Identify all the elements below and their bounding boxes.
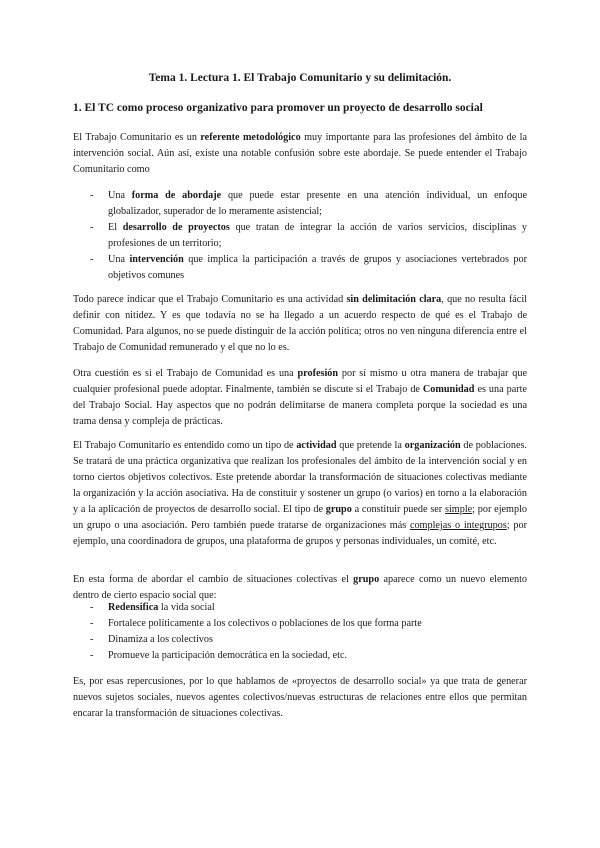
section-heading: 1. El TC como proceso organizativo para promover un proyecto de desarrollo social: [73, 102, 483, 114]
paragraph-1: El Trabajo Comunitario es un referente metodológico muy importante para las profesiones del ámbito de la intervención social. Aún así, existe una notable confusión sobre este abordaje. Se puede entender el Trabajo Comunitario como: [73, 132, 527, 175]
paragraph-3: Otra cuestión es si el Trabajo de Comunidad es una profesión por sí mismo u otra manera de trabajar que cualquier profesional puede adoptar. Finalmente, también se discute si el Trabajo de Comunidad es una parte del Trabajo Social. Hay aspectos que no podrán delimitarse de manera completa porque la sociedad es una trama densa y compleja de prácticas.: [73, 368, 527, 427]
list-item: - Redensifica la vida social: [90, 602, 215, 613]
group-effects-list: [73, 600, 527, 664]
list-item: - Dinamiza a los colectivos: [90, 634, 213, 645]
paragraph-5: En esta forma de abordar el cambio de situaciones colectivas el grupo aparece como un nuevo elemento dentro de cierto espacio social que:: [73, 574, 527, 601]
list-item: - Una intervención que implica la participación a través de grupos y asociaciones vertebrados por objetivos comunes: [90, 254, 527, 281]
paragraph-6: Es, por esas repercusiones, por lo que hablamos de «proyectos de desarrollo social» ya que trata de generar nuevos sujetos sociales, nuevos agentes colectivos/nuevas estructuras de relaciones entre ellos que permitan encarar la transformación de situaciones colectivas.: [73, 676, 527, 719]
document-title: Tema 1. Lectura 1. El Trabajo Comunitario y su delimitación.: [148, 72, 452, 84]
paragraph-2: Todo parece indicar que el Trabajo Comunitario es una actividad sin delimitación clara, que no resulta fácil definir con nitidez. Y es que todavía no se ha llegado a un acuerdo respecto de qué es el Trabajo de Comunidad. Para algunos, no se puede distinguir de la acción política; otros no ven ninguna diferencia entre el Trabajo de Comunidad remunerado y el que no lo es.: [73, 294, 527, 353]
list-item: - Fortalece políticamente a los colectivos o poblaciones de los que forma parte: [90, 618, 422, 629]
definition-list: [73, 188, 527, 284]
list-item: - El desarrollo de proyectos que tratan de integrar la acción de varios servicios, disciplinas y profesiones de un territorio;: [90, 222, 527, 249]
list-item: - Promueve la participación democrática en la sociedad, etc.: [90, 650, 348, 661]
list-item: - Una forma de abordaje que puede estar presente en una atención individual, un enfoque globalizador, superador de lo meramente asistencial;: [90, 190, 527, 217]
paragraph-4: El Trabajo Comunitario es entendido como un tipo de actividad que pretende la organización de poblaciones. Se tratará de una práctica organizativa que realizan los profesionales del ámbito de la intervención social y en torno ciertos objetivos colectivos. Este pretende abordar la transformación de situaciones colectivas mediante la organización y la acción asociativa. Ha de constituir y sostener un grupo (o varios) en torno a la elaboración y a la aplicación de proyectos de desarrollo social. El tipo de grupo a constituir puede ser simple; por ejemplo un grupo o una asociación. Pero también puede tratarse de organizaciones más complejas o integrupos; por ejemplo, una coordinadora de grupos, una plataforma de grupos y personas individuales, un comité, etc.: [73, 440, 527, 547]
